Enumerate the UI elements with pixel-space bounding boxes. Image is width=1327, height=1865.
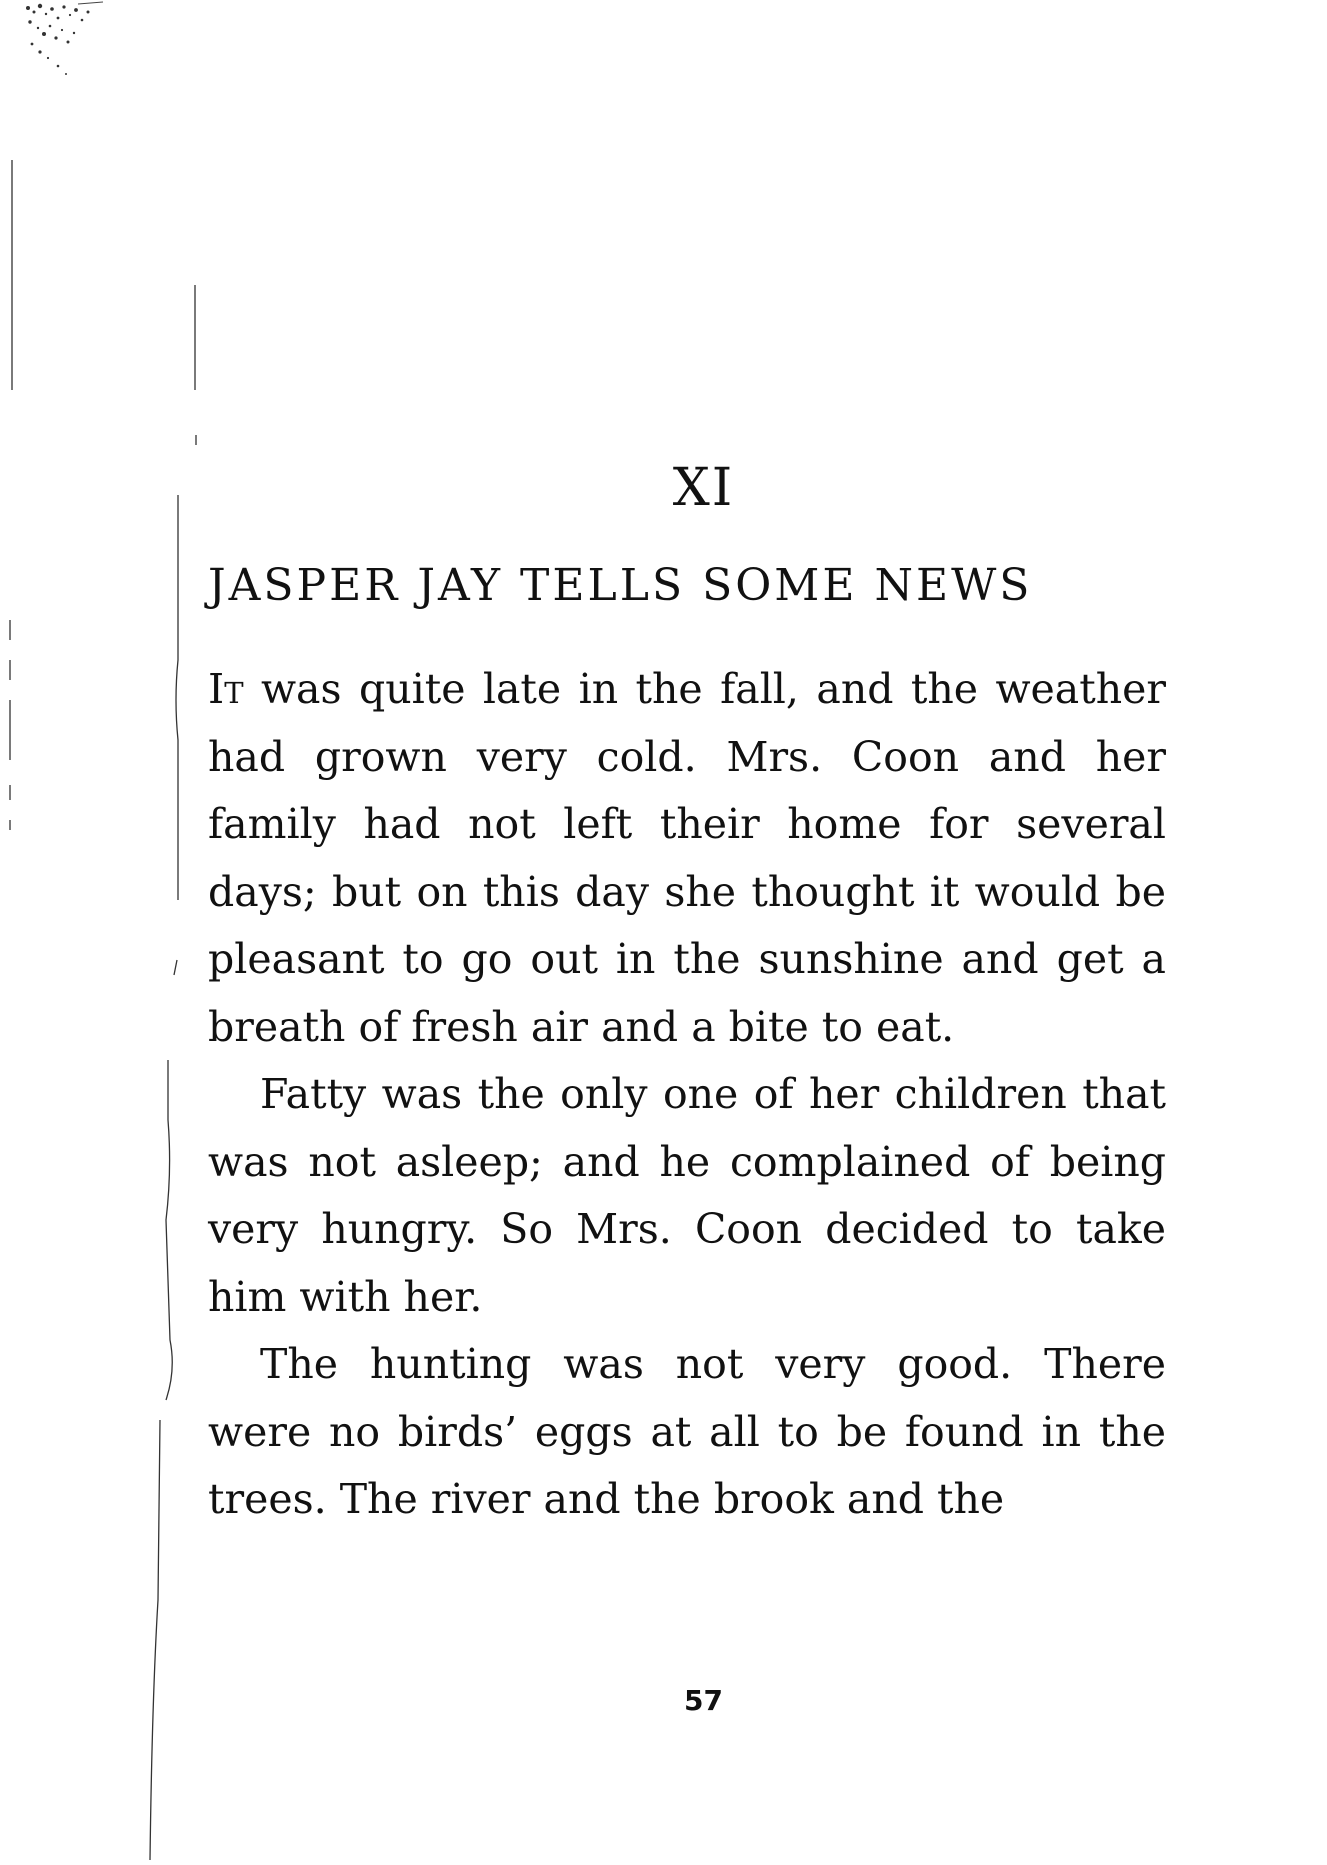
scan-margin-lines [0,0,220,1865]
paragraph-1 [208,656,1166,1061]
paragraph-2 [208,1061,1166,1331]
chapter-number: XI [672,458,735,518]
paragraph-lead-word: It [208,665,244,713]
body-text [208,656,1166,1534]
chapter-title: JASPER JAY TELLS SOME NEWS [208,560,1033,611]
paragraph-text: The hunting was not very good. There were no birds’ eggs at all to be found in the trees. The river and the brook and the [208,1340,1166,1523]
page-number: 57 [684,1684,723,1717]
paragraph-text: was quite late in the fall, and the weather had grown very cold. Mrs. Coon and her family had not left their home for several days; but on this day she thought it would be pleasant to go out in the sunshine and get a breath of fresh air and a bite to eat. [208,665,1166,1051]
paragraph-3 [208,1331,1166,1534]
paragraph-text: Fatty was the only one of her children that was not asleep; and he complained of being very hungry. So Mrs. Coon decided to take him with her. [208,1070,1166,1321]
